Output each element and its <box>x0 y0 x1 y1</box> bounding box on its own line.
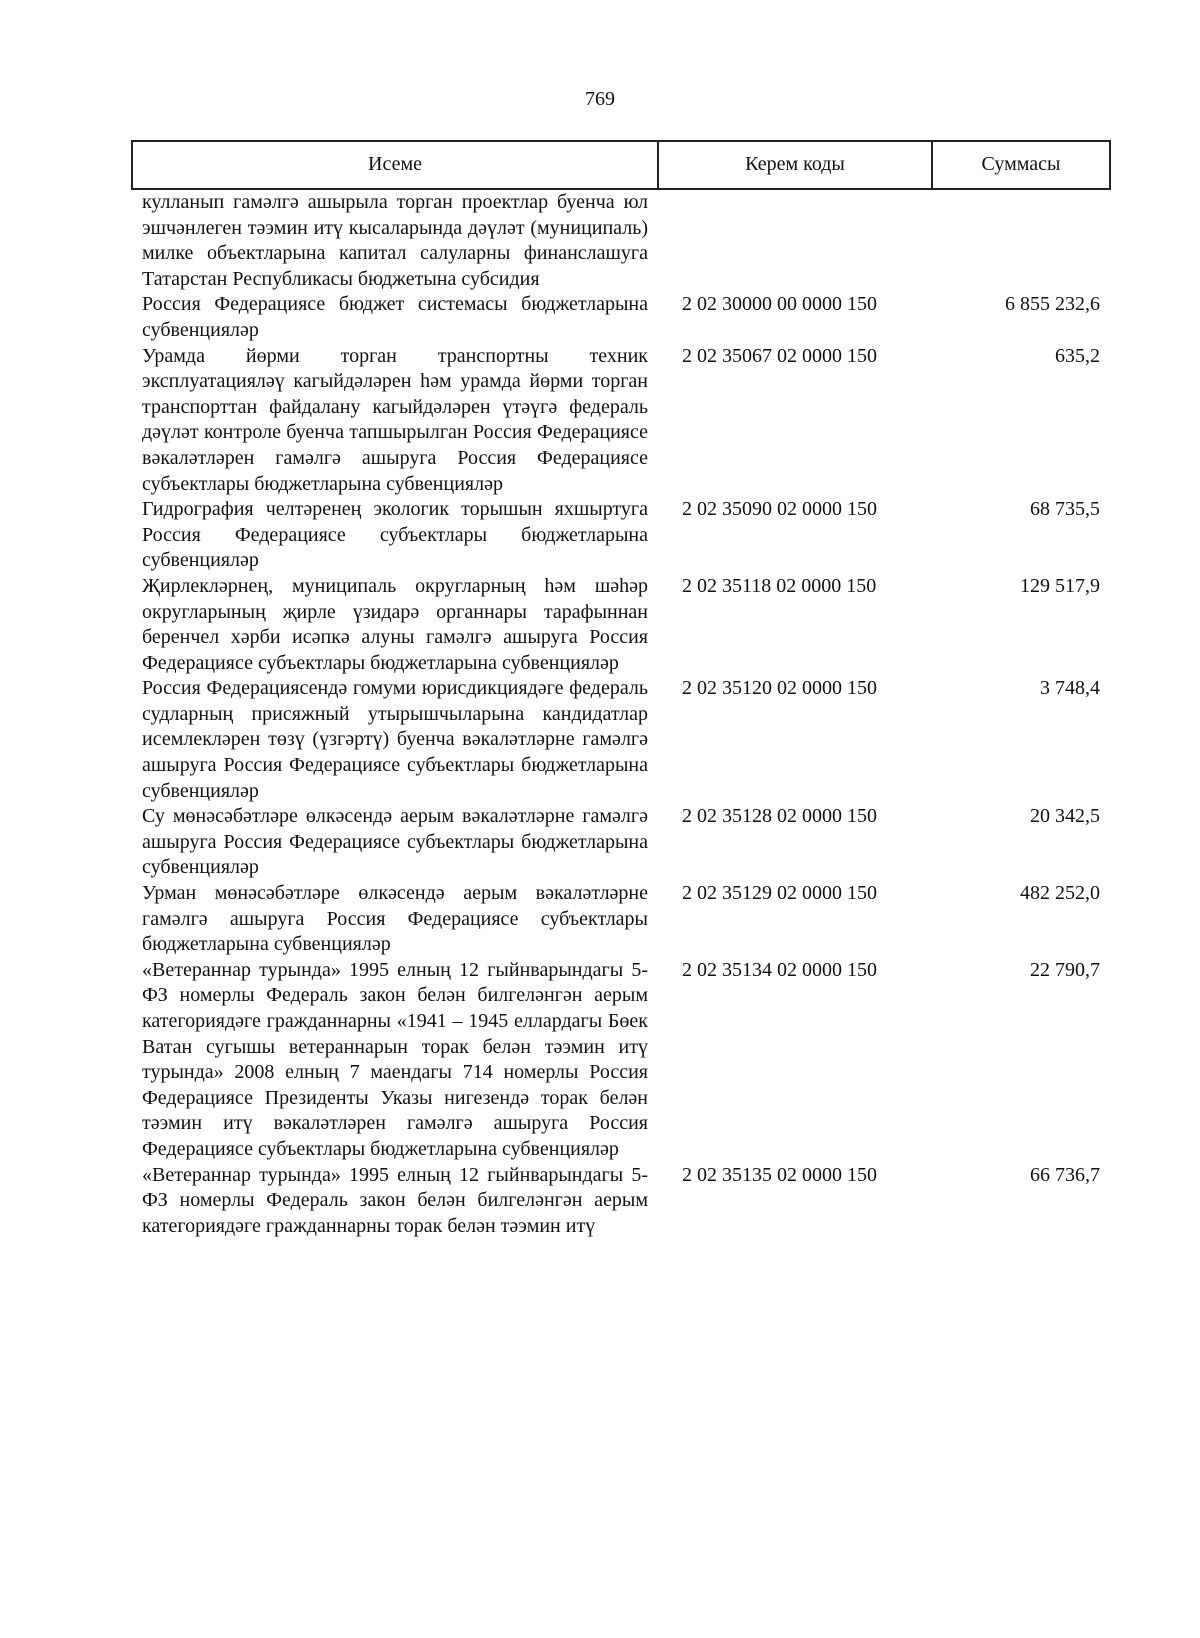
row-sum: 68 735,5 <box>1030 498 1100 521</box>
row-code: 2 02 35067 02 0000 150 <box>682 344 877 367</box>
row-code: 2 02 35120 02 0000 150 <box>682 677 877 700</box>
row-code: 2 02 35118 02 0000 150 <box>682 574 877 597</box>
row-code: 2 02 35134 02 0000 150 <box>682 958 877 981</box>
row-sum: 635,2 <box>1055 344 1100 367</box>
table-header <box>132 141 1110 189</box>
budget-table <box>131 140 1111 1239</box>
row-sum: 22 790,7 <box>1030 958 1100 981</box>
row-code: 2 02 35128 02 0000 150 <box>682 805 877 828</box>
row-name: Россия Федерациясендә гомуми юрисдикциядәге федераль судларның присяжный утырышчыларына кандидатлар исемлекләрен төзү (үзгәртү) буенча вәкаләтләрне гамәлгә ашыруга Россия Федерациясе субъектлары бюджетларына субвенцияләр <box>142 677 648 802</box>
table-row <box>132 292 1110 343</box>
row-sum <box>932 189 1110 292</box>
table-row <box>132 497 1110 574</box>
row-sum: 3 748,4 <box>1040 677 1100 700</box>
table-row <box>132 676 1110 804</box>
row-name: кулланып гамәлгә ашырыла торган проектлар буенча юл эшчәнлеген тәэмин итү кысаларында дәүләт (муниципаль) милке объектларына капитал салуларны финанслашуга Татарстан Республикасы бюджетына субсидия <box>142 191 648 290</box>
row-name: «Ветераннар турында» 1995 елның 12 гыйнварындагы 5-ФЗ номерлы Федераль закон белән билгеләнгән аерым категориядәге гражданнарны торак белән тәэмин итү <box>142 1163 648 1237</box>
row-name: Урман мөнәсәбәтләре өлкәсендә аерым вәкаләтләрне гамәлгә ашыруга Россия Федерациясе субъектлары бюджетларына субвенцияләр <box>142 882 648 956</box>
row-name: «Ветераннар турында» 1995 елның 12 гыйнварындагы 5-ФЗ номерлы Федераль закон белән билгеләнгән аерым категориядәге гражданнарны «1941 – 1945 еллардагы Бөек Ватан сугышы ветераннарын торак белән тәэмин итү турында» 2008 елның 7 маендагы 714 номерлы Россия Федерациясе Президенты Указы нигезендә торак белән тәэмин итү вәкаләтләрен гамәлгә ашыруга Россия Федерациясе субъектлары бюджетларына субвенцияләр <box>142 958 648 1160</box>
row-sum: 129 517,9 <box>1020 574 1100 597</box>
row-code: 2 02 35090 02 0000 150 <box>682 498 877 521</box>
row-code: 2 02 35135 02 0000 150 <box>682 1163 877 1186</box>
row-code <box>658 189 932 292</box>
row-name: Җирлекләрнең, муниципаль округларның һәм шәһәр округларының җирле үзидарә органнары тарафыннан беренчел хәрби исәпкә алуны гамәлгә ашыруга Россия Федерациясе субъектлары бюджетларына субвенцияләр <box>142 574 648 674</box>
table-row <box>132 804 1110 881</box>
row-sum: 20 342,5 <box>1030 805 1100 828</box>
row-code: 2 02 35129 02 0000 150 <box>682 882 877 905</box>
table-row <box>132 344 1110 498</box>
header-row <box>132 141 1110 189</box>
row-name: Россия Федерациясе бюджет системасы бюджетларына субвенцияләр <box>142 293 648 341</box>
row-name: Гидрография челтәренең экологик торышын яхшыртуга Россия Федерациясе субъектлары бюджетларына субвенцияләр <box>142 498 648 572</box>
column-header-code: Керем коды <box>658 141 932 189</box>
table-body <box>132 189 1110 1239</box>
column-header-sum: Суммасы <box>932 141 1110 189</box>
table-row <box>132 574 1110 676</box>
row-sum: 6 855 232,6 <box>1005 293 1100 316</box>
row-name: Су мөнәсәбәтләре өлкәсендә аерым вәкаләтләрне гамәлгә ашыруга Россия Федерациясе субъектлары бюджетларына субвенцияләр <box>142 805 648 879</box>
table-row <box>132 958 1110 1163</box>
row-sum: 66 736,7 <box>1030 1163 1100 1186</box>
table-row <box>132 1163 1110 1240</box>
row-sum: 482 252,0 <box>1020 882 1100 905</box>
table-row <box>132 189 1110 292</box>
column-header-name: Исеме <box>132 141 658 189</box>
page-number: 769 <box>585 88 615 110</box>
row-name: Урамда йөрми торган транспортны техник эксплуатацияләү кагыйдәләрен һәм урамда йөрми торган транспорттан файдалану кагыйдәләрен үтәүгә федераль дәүләт контроле буенча тапшырылган Россия Федерациясе вәкаләтләрен гамәлгә ашыруга Россия Федерациясе субъектлары бюджетларына субвенцияләр <box>142 344 648 495</box>
row-code: 2 02 30000 00 0000 150 <box>682 293 877 316</box>
table-row <box>132 881 1110 958</box>
